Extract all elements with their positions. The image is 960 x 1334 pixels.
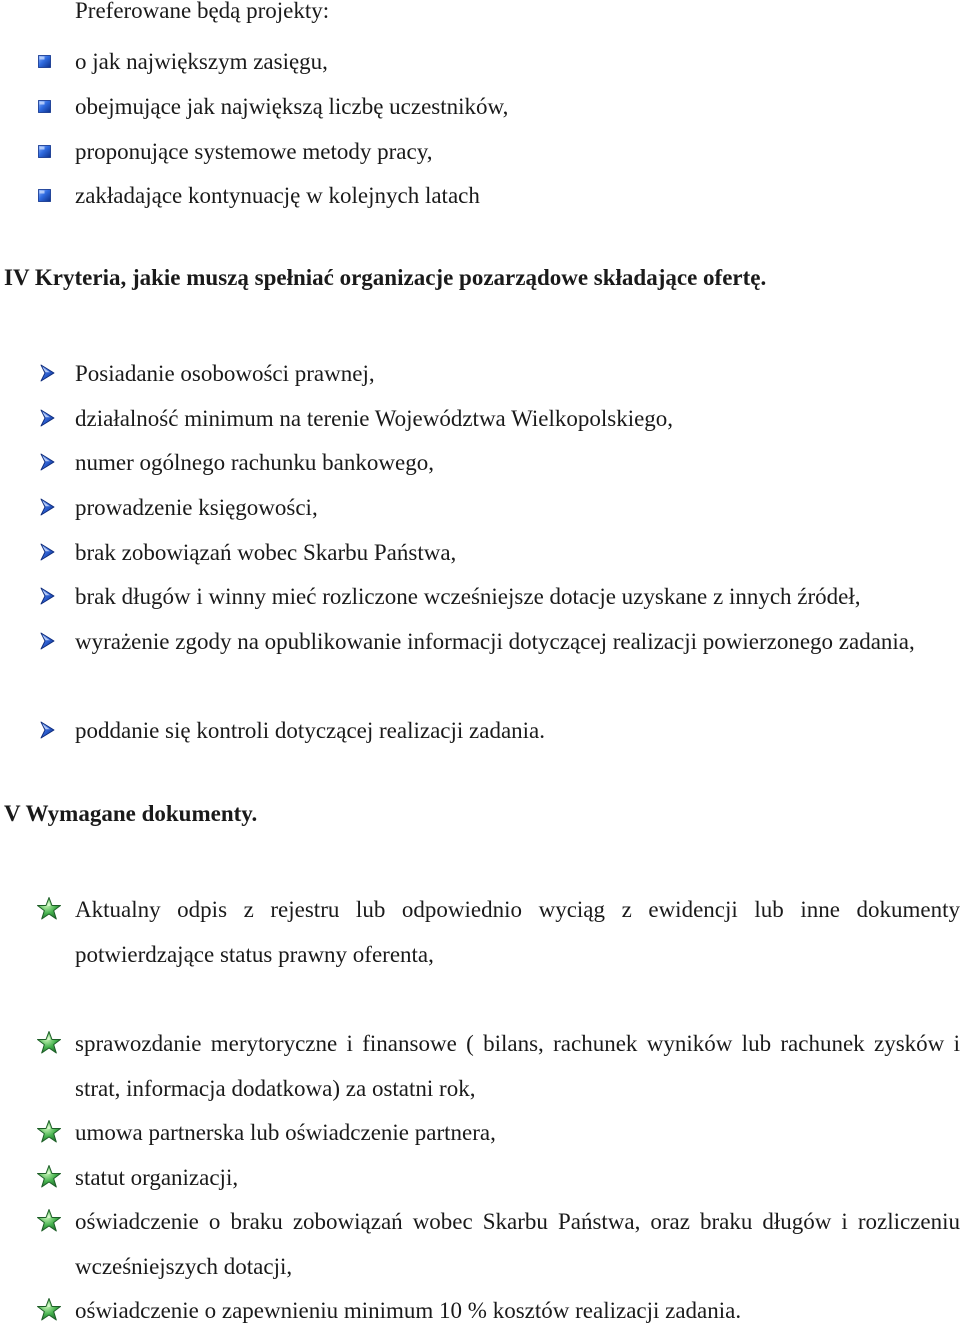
requirement-text: brak długów i winny mieć rozliczone wcześniejsze dotacje uzyskane z innych źródeł, bbox=[75, 584, 861, 609]
blue-square-bullet-icon bbox=[38, 189, 51, 202]
green-star-bullet-icon bbox=[36, 1208, 62, 1234]
document-text: umowa partnerska lub oświadczenie partnera, bbox=[75, 1120, 496, 1145]
document-text: statut organizacji, bbox=[75, 1165, 239, 1190]
green-star-bullet-icon bbox=[36, 1297, 62, 1323]
project-criterion: zakładające kontynuację w kolejnych latach bbox=[75, 183, 480, 208]
green-star-bullet-icon bbox=[36, 1119, 62, 1145]
blue-arrow-bullet-icon bbox=[38, 498, 56, 516]
section-4-heading: IV Kryteria, jakie muszą spełniać organizacje pozarządowe składające ofertę. bbox=[4, 265, 767, 290]
blue-arrow-bullet-icon bbox=[38, 632, 56, 650]
requirement-text: Posiadanie osobowości prawnej, bbox=[75, 361, 375, 386]
blue-arrow-bullet-icon bbox=[38, 409, 56, 427]
project-criterion: proponujące systemowe metody pracy, bbox=[75, 139, 433, 164]
projects-intro: Preferowane będą projekty: bbox=[75, 0, 330, 23]
document-text: sprawozdanie merytoryczne i finansowe ( bilans, rachunek wyników lub rachunek zysków i strat, informacja dodatkowa) za ostatni rok, bbox=[75, 1031, 960, 1101]
green-star-bullet-icon bbox=[36, 1164, 62, 1190]
blue-square-bullet-icon bbox=[38, 145, 51, 158]
document-text: oświadczenie o braku zobowiązań wobec Skarbu Państwa, oraz braku długów i rozliczeniu wcześniejszych dotacji, bbox=[75, 1209, 960, 1279]
document-text: Aktualny odpis z rejestru lub odpowiednio wyciąg z ewidencji lub inne dokumenty potwierdzające status prawny oferenta, bbox=[75, 897, 960, 967]
blue-arrow-bullet-icon bbox=[38, 721, 56, 739]
blue-arrow-bullet-icon bbox=[38, 453, 56, 471]
requirement-text: prowadzenie księgowości, bbox=[75, 495, 318, 520]
green-star-bullet-icon bbox=[36, 896, 62, 922]
project-criterion: o jak największym zasięgu, bbox=[75, 49, 328, 74]
blue-square-bullet-icon bbox=[38, 55, 51, 68]
project-criterion: obejmujące jak największą liczbę uczestników, bbox=[75, 94, 509, 119]
green-star-bullet-icon bbox=[36, 1030, 62, 1056]
requirement-text: numer ogólnego rachunku bankowego, bbox=[75, 450, 434, 475]
requirement-text: wyrażenie zgody na opublikowanie informacji dotyczącej realizacji powierzonego zadania, bbox=[75, 629, 915, 654]
blue-arrow-bullet-icon bbox=[38, 364, 56, 382]
requirement-text: poddanie się kontroli dotyczącej realizacji zadania. bbox=[75, 718, 545, 743]
blue-arrow-bullet-icon bbox=[38, 587, 56, 605]
blue-square-bullet-icon bbox=[38, 100, 51, 113]
section-5-heading: V Wymagane dokumenty. bbox=[4, 801, 258, 826]
requirement-text: działalność minimum na terenie Województwa Wielkopolskiego, bbox=[75, 406, 674, 431]
document-text: oświadczenie o zapewnieniu minimum 10 % kosztów realizacji zadania. bbox=[75, 1298, 742, 1323]
blue-arrow-bullet-icon bbox=[38, 543, 56, 561]
requirement-text: brak zobowiązań wobec Skarbu Państwa, bbox=[75, 540, 457, 565]
